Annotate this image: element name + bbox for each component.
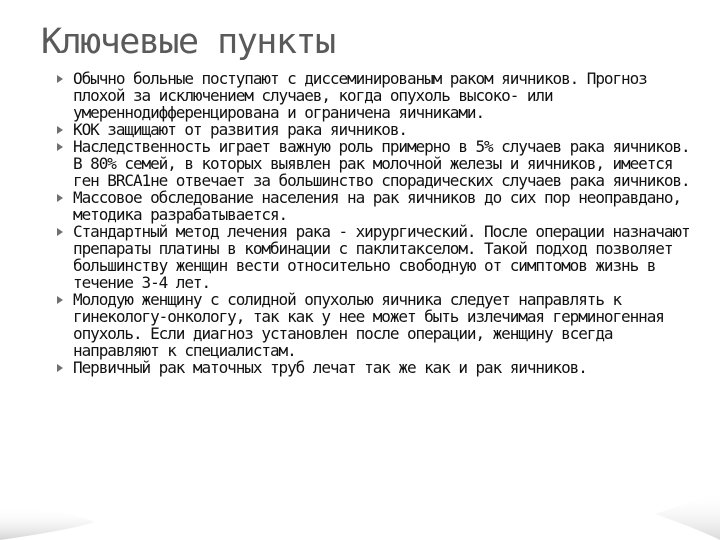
bullet-text: КОК защищают от развития рака яичников. — [73, 120, 407, 139]
bullet-text: Массовое обследование населения на рак яичников до сих пор неоправдано, методика разрабатывается. — [73, 188, 681, 224]
triangle-right-icon — [57, 364, 63, 372]
list-item — [53, 359, 693, 376]
list-item — [53, 138, 693, 189]
bullet-text: Наследственность играет важную роль примерно в 5% случаев рака яичников. В 80% семей, в которых выявлен рак молочной железы и яичников, имеется ген BRCA1не отвечает за большинство спорадических случаев рака яичников. — [73, 137, 690, 190]
bullet-list — [53, 70, 693, 376]
bullet-text: Молодую женщину с солидной опухолью яичника следует направлять к гинекологу-онкологу, так как у нее может быть излечимая герминогенная опухоль. Если диагноз установлен после операции, женщину всегда направляют к специалистам. — [73, 290, 664, 360]
list-item — [53, 291, 693, 359]
triangle-right-icon — [57, 228, 63, 236]
triangle-right-icon — [57, 296, 63, 304]
bullet-text: Обычно больные поступают с диссеминированым раком яичников. Прогноз плохой за исключением случаев, когда опухоль высоко- или умереннодифференцирована и ограничена яичниками. — [73, 69, 647, 122]
slide-title: Ключевые пункты — [41, 22, 335, 62]
list-item — [53, 223, 693, 291]
bullet-text: Первичный рак маточных труб лечат так же как и рак яичников. — [73, 358, 587, 377]
triangle-right-icon — [57, 194, 63, 202]
triangle-right-icon — [57, 143, 63, 151]
triangle-right-icon — [57, 75, 63, 83]
bullet-text: Стандартный метод лечения рака - хирургический. После операции назначают препараты платины в комбинации с паклитакселом. Такой подход позволяет большинству женщин вести относительно свободную от симптомов жизнь в течение 3-4 лет. — [73, 222, 690, 292]
list-item — [53, 121, 693, 138]
list-item — [53, 189, 693, 223]
triangle-right-icon — [57, 126, 63, 134]
list-item — [53, 70, 693, 121]
